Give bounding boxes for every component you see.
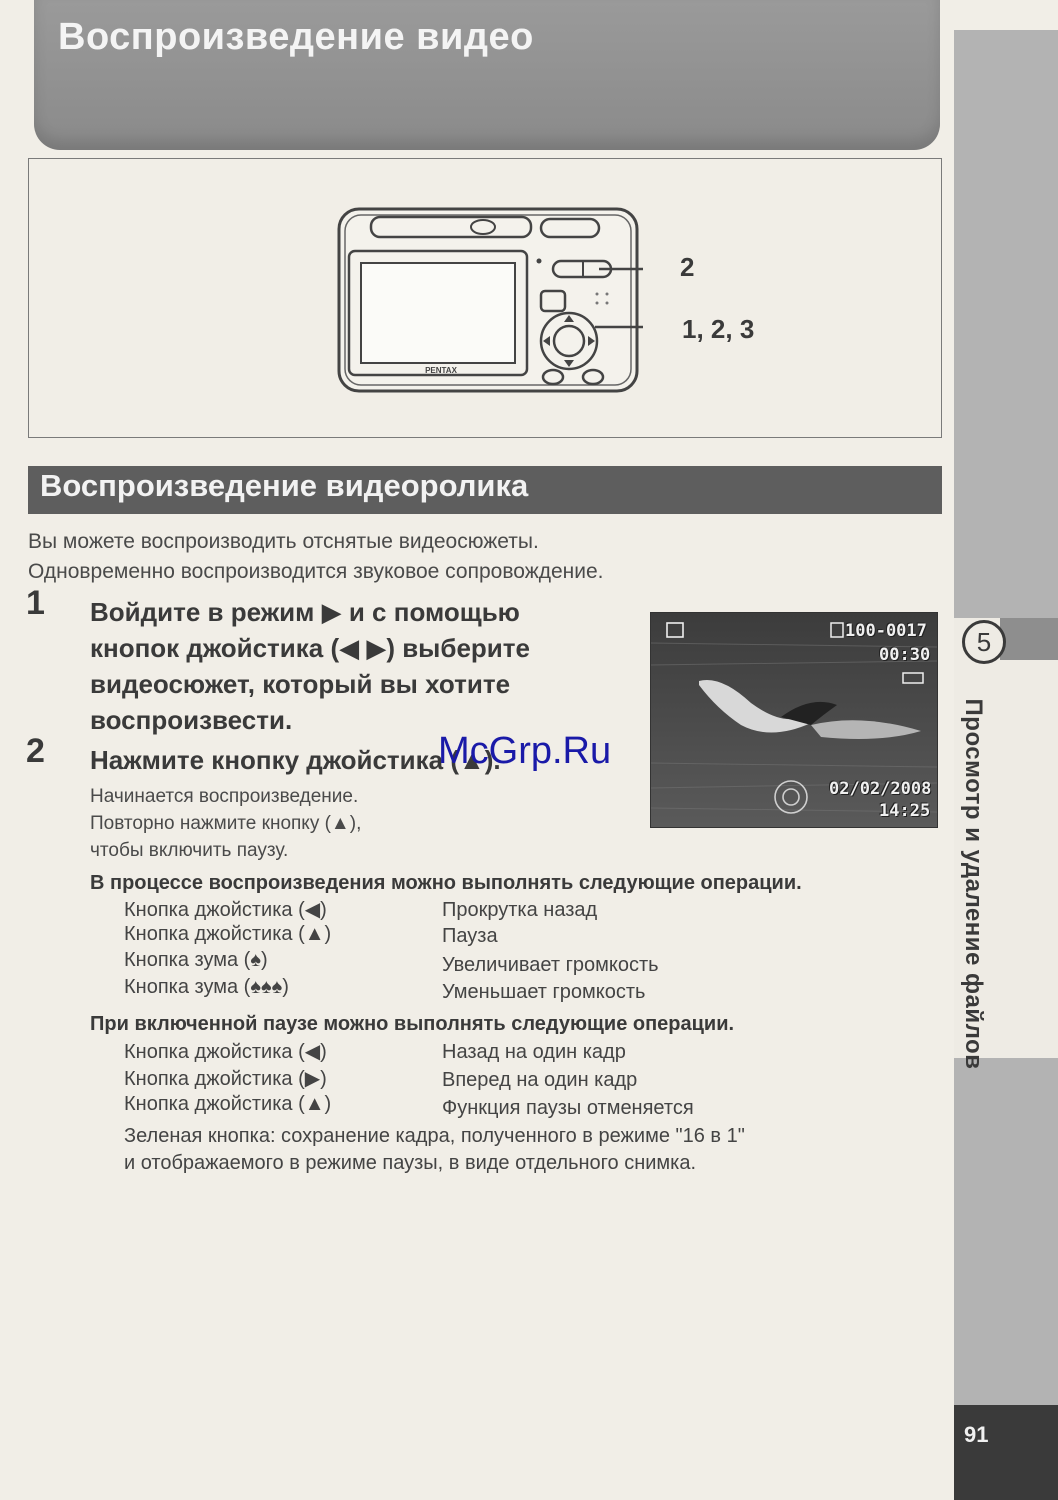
step-line: воспроизвести. bbox=[90, 705, 293, 735]
capture-date: 02/02/2008 bbox=[829, 779, 932, 799]
step-number: 2 bbox=[26, 732, 45, 770]
callout-label: 1, 2, 3 bbox=[682, 314, 755, 344]
op-action: Уменьшает громкость bbox=[442, 981, 646, 1003]
page-number: 91 bbox=[964, 1422, 989, 1447]
op-action: Пауза bbox=[442, 925, 498, 947]
op-key: Кнопка джойстика (▲) bbox=[124, 923, 332, 945]
chapter-number: 5 bbox=[962, 620, 1006, 664]
intro-line: Вы можете воспроизводить отснятые видеосюжеты. bbox=[28, 530, 539, 553]
camera-brand: PENTAX bbox=[425, 366, 457, 375]
step-line: кнопок джойстика (◀ ▶) выберите bbox=[90, 633, 530, 663]
section-title: Воспроизведение видеоролика bbox=[40, 468, 529, 503]
step-note: Начинается воспроизведение. bbox=[90, 786, 359, 807]
page-number-box bbox=[954, 1405, 1058, 1500]
page-title: Воспроизведение видео bbox=[58, 16, 534, 58]
op-key: Кнопка зума (♠♠♠) bbox=[124, 976, 289, 998]
ops-heading: При включенной паузе можно выполнять следующие операции. bbox=[90, 1013, 735, 1035]
ops-heading: В процессе воспроизведения можно выполнять следующие операции. bbox=[90, 872, 802, 894]
op-key: Кнопка джойстика (▶) bbox=[124, 1068, 327, 1090]
op-action: Прокрутка назад bbox=[442, 899, 598, 921]
op-key: Кнопка зума (♠) bbox=[124, 949, 268, 971]
green-button-note: Зеленая кнопка: сохранение кадра, полученного в режиме "16 в 1" bbox=[124, 1125, 745, 1147]
step-note: чтобы включить паузу. bbox=[90, 840, 289, 861]
op-action: Вперед на один кадр bbox=[442, 1069, 638, 1091]
playback-preview bbox=[650, 612, 938, 828]
step-number: 1 bbox=[26, 584, 45, 622]
camera-back-illustration bbox=[333, 205, 643, 395]
intro-line: Одновременно воспроизводится звуковое сопровождение. bbox=[28, 560, 604, 583]
op-key: Кнопка джойстика (◀) bbox=[124, 1041, 327, 1063]
watermark: McGrp.Ru bbox=[438, 730, 612, 772]
step-note: Повторно нажмите кнопку (▲), bbox=[90, 813, 362, 834]
op-key: Кнопка джойстика (▲) bbox=[124, 1093, 332, 1115]
callout-label: 2 bbox=[680, 252, 695, 282]
capture-time: 14:25 bbox=[879, 801, 931, 821]
op-action: Увеличивает громкость bbox=[442, 954, 659, 976]
step-line: Войдите в режим ▶ и с помощью bbox=[90, 597, 520, 627]
file-number: 100-0017 bbox=[845, 621, 927, 641]
op-key: Кнопка джойстика (◀) bbox=[124, 899, 327, 921]
video-duration: 00:30 bbox=[879, 645, 931, 665]
green-button-note: и отображаемого в режиме паузы, в виде отдельного снимка. bbox=[124, 1152, 697, 1174]
op-action: Назад на один кадр bbox=[442, 1041, 626, 1063]
step-line: видеосюжет, который вы хотите bbox=[90, 669, 511, 699]
chapter-title: Просмотр и удаление файлов bbox=[960, 698, 987, 1070]
chapter-tab-bar bbox=[1000, 618, 1058, 660]
step-line: Нажмите кнопку джойстика (▲). bbox=[90, 745, 501, 775]
op-action: Функция паузы отменяется bbox=[442, 1097, 694, 1119]
